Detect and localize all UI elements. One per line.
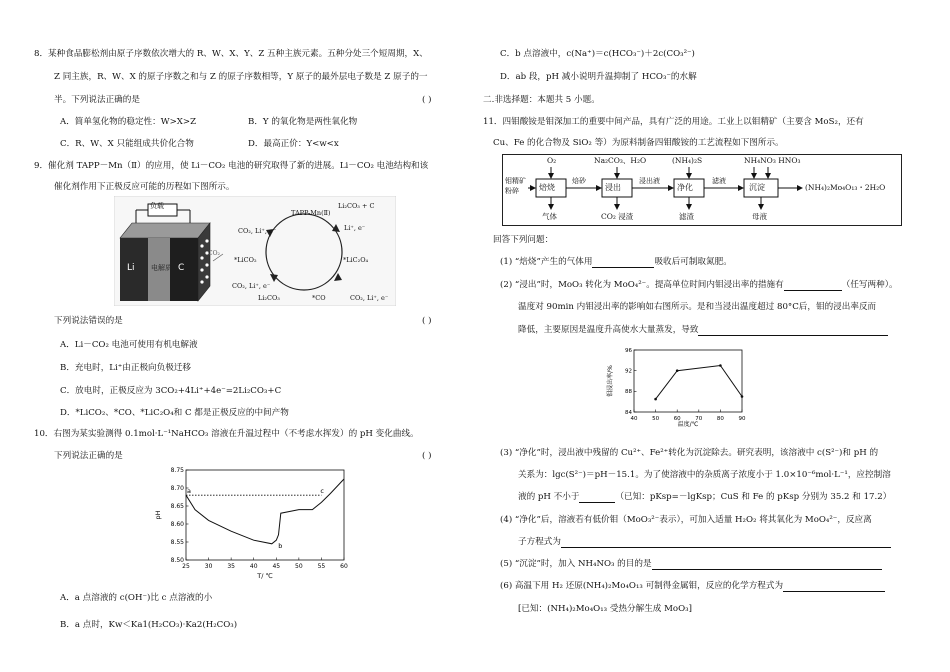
q11-part1 (500, 256, 732, 268)
series-line (656, 366, 742, 400)
flow-arrow-filtrate: 滤液 (712, 177, 726, 185)
x-tick-label: 50 (652, 416, 660, 422)
flow-output-filter-residue: 滤渣 (679, 212, 694, 221)
q10-option-c: C．b 点溶液中，c(Na⁺)＝c(HCO₃⁻)＋2c(CO₃²⁻) (500, 49, 695, 59)
flow-input-o2: O₂ (547, 156, 557, 165)
q9-option-b: B．充电时，Li⁺由正极向负极迁移 (60, 363, 192, 373)
flow-output-residue: CO₂ 浸渣 (601, 212, 634, 221)
q11-part3-blank[interactable] (579, 493, 615, 503)
q11-part3-line3 (518, 491, 891, 503)
cycle-right-in: Li⁺, e⁻ (344, 224, 366, 232)
q11-part2-blank1[interactable] (784, 281, 842, 291)
y-tick-label: 8.50 (170, 557, 184, 564)
q11-line1: 11．四钼酸铵是钼深加工的重要中间产品，具有广泛的用途。工业上以钼精矿（主要含 MoS₂，还有 (483, 117, 864, 127)
battery-figure (114, 196, 396, 306)
q8-option-d: D．最高正价：Y<w<x (248, 139, 339, 149)
flow-product: (NH₄)₂Mo₄O₁₃・2H₂O (805, 183, 886, 192)
q9-option-a: A．Li－CO₂ 电池可使用有机电解液 (60, 340, 198, 350)
q11-part3-line2: 关系为：lgc(S²⁻)＝pH－15.1。为了使溶液中的杂质离子浓度小于 1.0×10⁻⁶mol·L⁻¹，应控制溶 (518, 470, 891, 480)
co2-side-label: CO₂ (208, 250, 220, 257)
y-tick-label: 8.60 (170, 521, 184, 528)
y-tick-label: 92 (625, 368, 632, 375)
q9-line2: 催化剂作用下正极反应可能的历程如下图所示。 (54, 182, 235, 192)
q10-option-d: D．ab 段，pH 减小说明升温抑制了 HCO₃⁻的水解 (500, 72, 697, 82)
y-axis-label: pH (154, 510, 162, 520)
y-tick-label: 8.65 (170, 503, 184, 510)
data-point (741, 395, 744, 398)
q11-part2-text-b: （任写两种）。 (841, 280, 898, 290)
q8-option-a: A．简单氢化物的稳定性：W>X>Z (60, 117, 197, 127)
cycle-bottom: *CO (312, 294, 326, 302)
answer-prompt: 回答下列问题： (493, 235, 554, 245)
q11-part5 (500, 558, 882, 570)
cycle-left: *LiCO₂ (234, 256, 257, 264)
flow-box-precipitate: 沉淀 (749, 183, 765, 192)
x-tick-label: 90 (738, 416, 746, 422)
q11-part2-line1 (500, 279, 898, 291)
q11-part1-text-b: 吸收后可制取氮肥。 (654, 257, 732, 267)
flow-output-mother-liquor: 母液 (752, 212, 767, 221)
x-tick-label: 30 (204, 563, 213, 570)
q11-part4-text-b: 子方程式为 (518, 537, 561, 547)
q11-part2-text-d: 降低，主要原因是温度升高使水大量蒸发，导致 (518, 325, 699, 335)
cycle-right: *LiC₂O₄ (343, 256, 369, 264)
q11-part4-line1: (4) “净化”后，溶液若有低价钼（MoO₃²⁻表示），可加入适量 H₂O₂ 将其氧化为 MoO₄²⁻，反应离 (500, 515, 872, 525)
data-point (676, 369, 679, 372)
li-label: Li (127, 263, 135, 273)
plot-frame (186, 470, 344, 560)
q11-part6 (500, 580, 885, 592)
y-tick-label: 96 (625, 347, 632, 354)
q8-option-b: B．Y 的氧化物是两性氧化物 (248, 117, 358, 127)
q11-part5-blank[interactable] (652, 560, 882, 570)
flow-source: 钼精矿粉碎 (505, 177, 526, 195)
q11-part2-line2: 温度对 90min 内钼浸出率的影响如右图所示。是和当浸出温度超过 80°C后，钼的浸出率反而 (518, 302, 877, 312)
y-tick-label: 8.75 (170, 467, 184, 474)
c-label: C (178, 263, 185, 273)
process-flow (502, 154, 902, 226)
y-tick-label: 88 (625, 389, 632, 396)
q11-part6-note: [已知：(NH₄)₂Mo₄O₁₃ 受热分解生成 MoO₃] (518, 604, 692, 614)
q11-part2-text-a: (2) “浸出”时，MoO₃ 转化为 MoO₄²⁻。提高单位时间内钼浸出率的措施有 (500, 280, 784, 290)
plot-frame (634, 350, 742, 412)
flow-box-purify: 净化 (677, 183, 693, 192)
q9-option-c: C．放电时，正极反应为 3CO₂+4Li⁺+4e⁻=2Li₂CO₃+C (60, 386, 282, 396)
point-label-a: a (187, 487, 191, 496)
q11-part2-line3 (518, 324, 888, 336)
q11-part6-blank[interactable] (783, 582, 885, 592)
ph-chart (150, 462, 350, 584)
x-tick-label: 35 (227, 563, 235, 570)
x-axis-label: T/ ℃ (257, 572, 273, 580)
flow-input-nh4no3: NH₄NO₃ HNO₃ (744, 156, 801, 165)
q10-line1: 10．右图为某实验测得 0.1mol·L⁻¹NaHCO₃ 溶液在升温过程中（不考虑水挥发）的 pH 变化曲线。 (34, 429, 419, 439)
cycle-top-right: Li₂CO₃ + C (338, 202, 375, 210)
flow-output-gas: 气体 (542, 212, 557, 221)
q9-paren: ( ) (422, 316, 432, 326)
x-axis-label: 温度/℃ (677, 421, 699, 428)
q9-option-d: D．*LiCO₂、*CO、*LiC₂O₄和 C 都是正极反应的中间产物 (60, 408, 289, 418)
y-axis-label: 钼浸出率/% (607, 365, 614, 397)
q11-part3-line1: (3) “净化”时，浸出液中残留的 Cu²⁺、Fe²⁺转化为沉淀除去。研究表明，该溶液中 c(S²⁻)和 pH 的 (500, 448, 879, 458)
x-tick-label: 40 (630, 416, 638, 422)
q8-line2: Z 同主族，R、W、X 的原子序数之和与 Z 的原子序数相等，Y 原子的最外层电子数是 Z 原子的一 (54, 72, 428, 82)
q11-part3-text-c: 液的 pH 不小于 (518, 492, 580, 502)
x-tick-label: 45 (272, 563, 281, 570)
x-tick-label: 55 (317, 563, 326, 570)
q11-part3-text-d: （已知：pKsp=－lgKsp；CuS 和 Fe 的 pKsp 分别为 35.2 和 17.2） (615, 492, 892, 502)
cycle-bottom-left-out: Li₂CO₃ (258, 294, 280, 302)
cycle-top-left-in: CO₂, Li⁺, e⁻ (238, 227, 277, 235)
section-heading: 二.非选择题：本题共 5 小题。 (483, 95, 600, 105)
cycle-bottom-right-in: CO₂, Li⁺, e⁻ (350, 294, 389, 302)
q10-line2: 下列说法正确的是 (54, 451, 123, 461)
cycle-top: TAPP-Mn(Ⅱ) (291, 209, 331, 217)
electrolyte-label: 电解质 (151, 264, 172, 272)
q8-line3: 半。下列说法正确的是 (54, 95, 140, 105)
x-tick-label: 50 (295, 563, 303, 570)
q11-part1-blank[interactable] (592, 258, 654, 268)
flow-box-leach: 浸出 (605, 183, 621, 192)
point-label-c: c (320, 487, 325, 496)
flow-arrow-calcine: 焙砂 (572, 177, 586, 185)
q11-part4-line2 (518, 536, 891, 548)
load-label: 负载 (150, 202, 164, 210)
ph-chart-svg (150, 462, 350, 584)
q9-line1: 9．催化剂 TAPP－Mn（Ⅱ）的应用，使 Li－CO₂ 电池的研究取得了新的进展。Li－CO₂ 电池结构和该 (34, 161, 429, 171)
x-tick-label: 60 (673, 416, 681, 422)
q8-paren: ( ) (422, 95, 432, 105)
data-point (719, 364, 722, 367)
x-tick-label: 80 (716, 416, 724, 422)
q11-part6-text: (6) 高温下用 H₂ 还原(NH₄)₂Mo₄O₁₃ 可制得金属钼，反应的化学方程式为 (500, 581, 784, 591)
x-tick-label: 60 (340, 563, 348, 570)
q10-option-b: B．a 点时，Kw＜Ka1(H₂CO₃)·Ka2(H₂CO₃) (60, 620, 238, 630)
y-tick-label: 8.55 (170, 539, 184, 546)
point-label-b: b (278, 542, 283, 550)
flow-input-nh4s: (NH₄)₂S (672, 156, 703, 165)
y-tick-label: 8.70 (170, 485, 184, 492)
x-tick-label: 70 (695, 416, 703, 422)
flow-box-roast: 焙烧 (539, 183, 555, 192)
q11-part4-blank[interactable] (561, 538, 891, 548)
leach-chart (604, 342, 748, 428)
x-tick-label: 40 (249, 563, 258, 570)
q8-option-c: C．R、W、X 只能组成共价化合物 (60, 139, 194, 149)
q9-stem: 下列说法错误的是 (54, 316, 123, 326)
leach-chart-svg (604, 342, 748, 428)
q11-part2-blank2[interactable] (698, 326, 888, 336)
q10-option-a: A．a 点溶液的 c(OH⁻)比 c 点溶液的小 (60, 593, 213, 603)
q10-paren: ( ) (422, 451, 432, 461)
q8-line1: 8．某种食品膨松剂由原子序数依次增大的 R、W、X、Y、Z 五种主族元素。五种分处三个短周期，X、 (34, 49, 428, 59)
cycle-left-in: CO₂, Li⁺, e⁻ (232, 282, 271, 290)
q11-line2: Cu、Fe 的化合物及 SiO₂ 等）为原料制备四钼酸铵的工艺流程如下图所示。 (493, 138, 784, 148)
y-tick-label: 84 (625, 409, 632, 416)
q11-part5-text: (5) “沉淀”时，加入 NH₄NO₃ 的目的是 (500, 559, 652, 569)
x-tick-label: 25 (182, 563, 190, 570)
flow-arrow-leachate: 浸出液 (639, 177, 660, 185)
flow-input-na2co3: Na₂CO₃、H₂O (594, 156, 647, 165)
q11-part1-text-a: (1) “焙烧”产生的气体用 (500, 257, 593, 267)
data-point (654, 398, 657, 401)
